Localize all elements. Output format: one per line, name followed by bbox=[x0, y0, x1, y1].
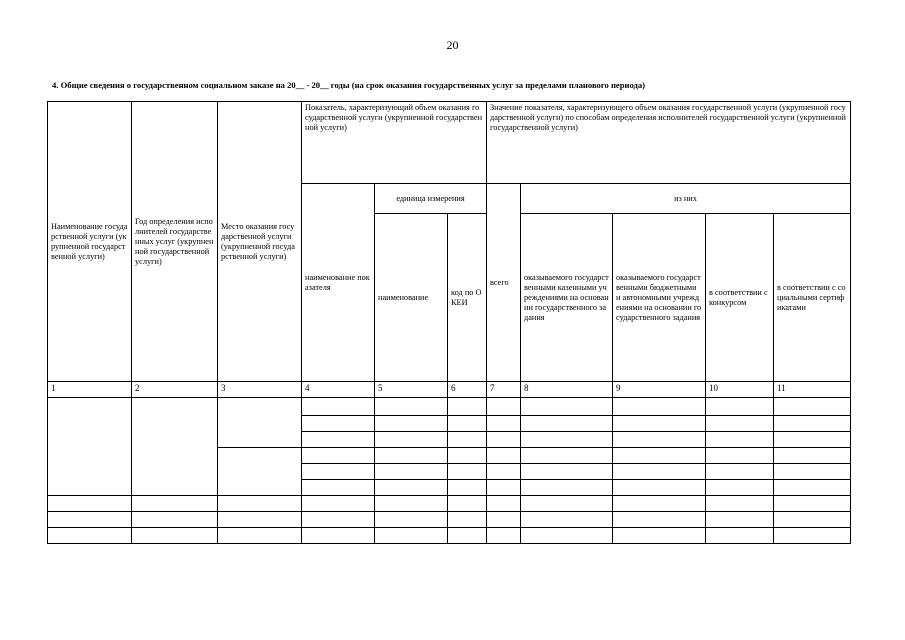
table-cell bbox=[302, 432, 375, 448]
table-cell bbox=[774, 480, 851, 496]
column-number: 6 bbox=[448, 382, 487, 398]
table-cell bbox=[487, 398, 521, 416]
table-cell bbox=[613, 464, 706, 480]
table-cell bbox=[706, 448, 774, 464]
table-cell bbox=[613, 496, 706, 512]
table-cell bbox=[448, 528, 487, 544]
header-service-name: Наименование государственной услуги (укрупненной государственной услуги) bbox=[48, 102, 132, 382]
table-cell bbox=[706, 512, 774, 528]
table-cell bbox=[448, 416, 487, 432]
table-row bbox=[48, 528, 851, 544]
header-unit: единица измерения bbox=[375, 184, 487, 214]
table-cell bbox=[613, 398, 706, 416]
table-cell bbox=[487, 496, 521, 512]
table-cell bbox=[132, 512, 218, 528]
table-cell bbox=[375, 464, 448, 480]
table-cell bbox=[448, 512, 487, 528]
table-cell bbox=[375, 416, 448, 432]
table-cell bbox=[774, 432, 851, 448]
table-row bbox=[48, 496, 851, 512]
table-cell bbox=[132, 528, 218, 544]
table-cell bbox=[613, 416, 706, 432]
table-cell bbox=[48, 528, 132, 544]
header-okei: код по ОКЕИ bbox=[448, 214, 487, 382]
table-cell bbox=[774, 398, 851, 416]
table-cell bbox=[218, 398, 302, 448]
header-value-group: Значение показателя, характеризующего объем оказания государственной услуги (укрупненной государственной услуги) по способам определения исполнителей государственной услуги (укрупненной государственной услуги) bbox=[487, 102, 851, 184]
table-cell bbox=[613, 448, 706, 464]
header-budget-institutions: оказываемого государственными бюджетными и автономными учреждениями на основании государственного задания bbox=[613, 214, 706, 382]
table-cell bbox=[521, 480, 613, 496]
table-cell bbox=[132, 398, 218, 496]
header-indicator-group: Показатель, характеризующий объем оказания государственной услуги (укрупненной государственной услуги) bbox=[302, 102, 487, 184]
table-cell bbox=[774, 448, 851, 464]
table-cell bbox=[706, 398, 774, 416]
table-cell bbox=[448, 448, 487, 464]
table-cell bbox=[375, 528, 448, 544]
table-cell bbox=[487, 432, 521, 448]
table-cell bbox=[706, 416, 774, 432]
table-cell bbox=[375, 480, 448, 496]
table-cell bbox=[48, 496, 132, 512]
table-cell bbox=[48, 398, 132, 496]
table-cell bbox=[774, 512, 851, 528]
table-row bbox=[48, 398, 851, 416]
table-cell bbox=[487, 416, 521, 432]
header-year-determination: Год определения исполнителей государственных услуг (укрупненной государственной услуги) bbox=[132, 102, 218, 382]
table-cell bbox=[487, 512, 521, 528]
header-total: всего bbox=[487, 184, 521, 382]
table-row bbox=[48, 512, 851, 528]
table-cell bbox=[487, 464, 521, 480]
column-number: 7 bbox=[487, 382, 521, 398]
table-cell bbox=[302, 448, 375, 464]
table-cell bbox=[302, 398, 375, 416]
social-order-table bbox=[47, 101, 851, 544]
table-cell bbox=[375, 512, 448, 528]
header-place: Место оказания государственной услуги (укрупненной государственной услуги) bbox=[218, 102, 302, 382]
table-cell bbox=[375, 432, 448, 448]
table-cell bbox=[774, 528, 851, 544]
column-number: 3 bbox=[218, 382, 302, 398]
column-number: 10 bbox=[706, 382, 774, 398]
table-cell bbox=[774, 416, 851, 432]
column-number: 5 bbox=[375, 382, 448, 398]
table-cell bbox=[375, 496, 448, 512]
table-cell bbox=[774, 496, 851, 512]
table-cell bbox=[706, 432, 774, 448]
table-cell bbox=[302, 496, 375, 512]
table-cell bbox=[487, 480, 521, 496]
column-number: 1 bbox=[48, 382, 132, 398]
table-cell bbox=[521, 512, 613, 528]
table-cell bbox=[613, 528, 706, 544]
column-number-row bbox=[48, 382, 851, 398]
table-cell bbox=[375, 398, 448, 416]
table-cell bbox=[521, 416, 613, 432]
header-certificates: в соответствии с социальными сертификатами bbox=[774, 214, 851, 382]
page-number: 20 bbox=[446, 38, 459, 52]
table-cell bbox=[448, 432, 487, 448]
table-cell bbox=[521, 496, 613, 512]
table-cell bbox=[448, 398, 487, 416]
table-cell bbox=[521, 448, 613, 464]
table-cell bbox=[218, 528, 302, 544]
table-cell bbox=[521, 432, 613, 448]
header-of-them: из них bbox=[521, 184, 851, 214]
column-number: 8 bbox=[521, 382, 613, 398]
table-cell bbox=[218, 448, 302, 496]
header-unit-name: наименование bbox=[375, 214, 448, 382]
table-cell bbox=[48, 512, 132, 528]
column-number: 9 bbox=[613, 382, 706, 398]
header-gov-institutions: оказываемого государственными казенными учреждениями на основании государственного задания bbox=[521, 214, 613, 382]
table-cell bbox=[302, 528, 375, 544]
column-number: 4 bbox=[302, 382, 375, 398]
table-cell bbox=[706, 528, 774, 544]
table-cell bbox=[706, 496, 774, 512]
table-cell bbox=[302, 512, 375, 528]
table-cell bbox=[521, 398, 613, 416]
header-competition: в соответствии с конкурсом bbox=[706, 214, 774, 382]
table-cell bbox=[218, 496, 302, 512]
header-indicator-name: наименование показателя bbox=[302, 184, 375, 382]
table-cell bbox=[613, 432, 706, 448]
table-cell bbox=[218, 512, 302, 528]
table-cell bbox=[132, 496, 218, 512]
column-number: 11 bbox=[774, 382, 851, 398]
table-cell bbox=[706, 480, 774, 496]
table-cell bbox=[302, 464, 375, 480]
table-cell bbox=[774, 464, 851, 480]
table-cell bbox=[521, 528, 613, 544]
table-cell bbox=[487, 448, 521, 464]
table-cell bbox=[302, 480, 375, 496]
table-cell bbox=[487, 528, 521, 544]
table-cell bbox=[613, 512, 706, 528]
section-heading: 4. Общие сведения о государственном социальном заказе на 20__ - 20__ годы (на срок оказания государственных услуг за пределами планового периода) bbox=[52, 80, 646, 90]
table-cell bbox=[521, 464, 613, 480]
column-number: 2 bbox=[132, 382, 218, 398]
table-cell bbox=[613, 480, 706, 496]
table-cell bbox=[448, 496, 487, 512]
table-cell bbox=[706, 464, 774, 480]
table-cell bbox=[302, 416, 375, 432]
table-cell bbox=[448, 480, 487, 496]
table-cell bbox=[448, 464, 487, 480]
table-cell bbox=[375, 448, 448, 464]
